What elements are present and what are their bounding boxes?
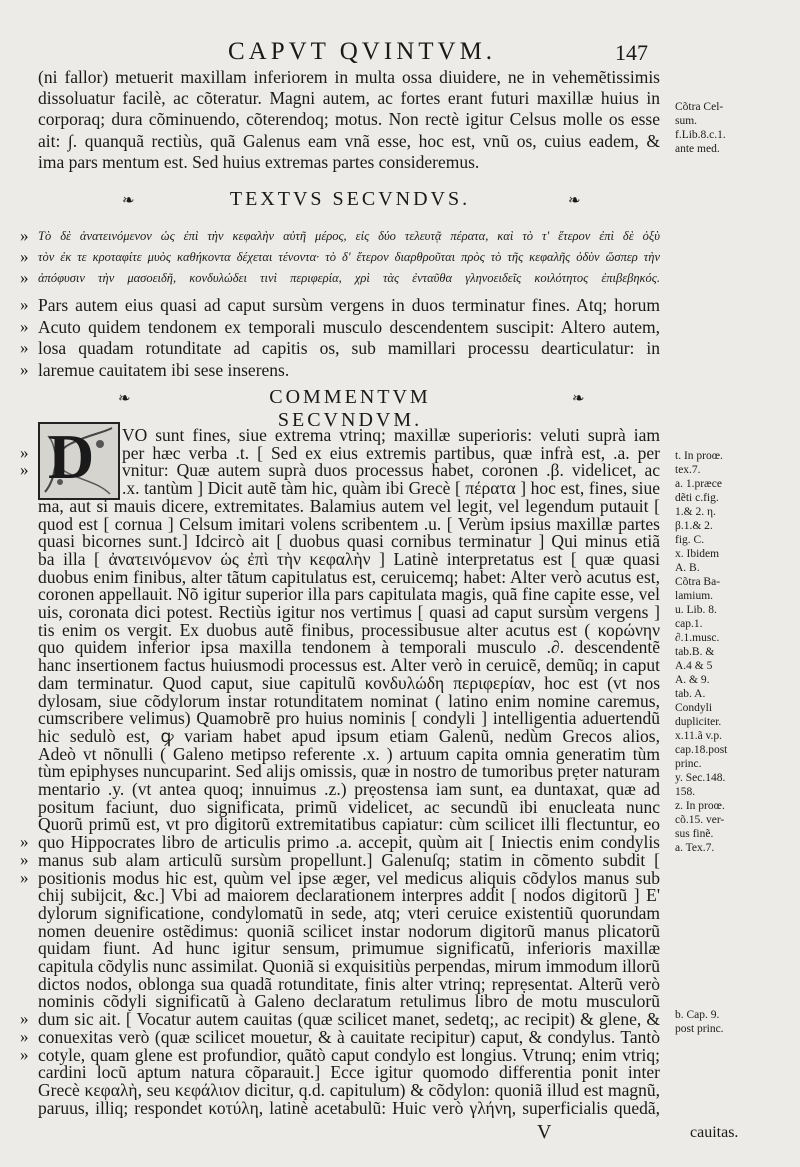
- commentary-line: coronen appellauit. Nõ igitur superior illa pars capitulata magis, quã fine capite esse, vel: [38, 584, 660, 605]
- commentary-line: VO sunt fines, siue extrema vtrinq; maxillæ superioris: veluti suprà iam: [122, 425, 660, 445]
- commentary-line: dum sic ait. [ Vocatur autem cauitas (quæ scilicet manet, sedetq;, ac recipit) & glene, &: [38, 1009, 660, 1030]
- latin-line: laremue cauitatem ibi sese inserens.: [38, 359, 290, 380]
- margin-note-line: x. Ibidem: [675, 548, 720, 560]
- latin-line: Acuto quidem tendonem ex temporali musculo descendentem suscipit: Altero autem,: [38, 316, 660, 337]
- quotation-mark: »: [20, 338, 29, 357]
- commentary-line: ba illa [ ἀνατεινόμενον ὡς ἐπὶ τὴν κεφαλὴν ] Latinè interpretatus est [ quæ quasi: [38, 548, 660, 569]
- greek-line: τὸν ἐκ τε κροταφίτε μυὸς καθήκοντα δέχεται τένοντα· τὸ δ' ἕτερον διαρθροῦται πρὸς τὸ τῆς κεφαλῆς ὀδὺν ὥσπερ τὴν: [38, 250, 660, 264]
- text-line: (ni fallor) metuerit maxillam inferiorem in multa ossa diuidere, ne in vehemẽtissimis: [38, 67, 660, 87]
- quotation-mark: »: [20, 1009, 29, 1029]
- initial-letter: D: [48, 421, 95, 492]
- commentary-line: positum faciunt, duo significata, primũ videlicet, ac secundũ ibi enucleata nunc: [38, 796, 660, 817]
- fleuron-left-icon: ❧: [122, 193, 135, 209]
- commentary-line: quidam fiunt. Ad hunc igitur sensum, primumue significatũ, inferioris maxillæ: [38, 938, 660, 959]
- commentary-line: paruus, illiq; respondet κοτύλη, latinè acetabulũ: Huic verò γλήνη, superficialis quedã,: [38, 1097, 660, 1118]
- margin-note-line: A. & 9.: [675, 674, 710, 686]
- commentary-line: ma, aut si mauis dicere, extremitates. Balamius autem vel legit, vel legendum putauit [: [38, 495, 660, 516]
- running-head: [0, 38, 800, 66]
- quotation-mark: »: [20, 867, 29, 887]
- commentary-line: hic sedulò est, ꝙ variam habet apud ipsum etiam Galenũ, nedùm Grecos alios,: [38, 725, 660, 746]
- quotation-mark: »: [20, 460, 29, 480]
- commentary-line: quo Hippocrates libro de articulis primo .a. accepit, quùm ait [ Iniectis enim condylis: [38, 832, 660, 853]
- margin-note-line: tab.B. &: [675, 646, 715, 658]
- margin-note-line: Cõtra Cel-: [675, 101, 724, 113]
- commentary-line: vnitur: Quæ autem suprà duos processus habet, coronen .β. videlicet, ac: [122, 460, 660, 481]
- quotation-mark: »: [20, 268, 29, 287]
- margin-note-line: sum.: [675, 115, 698, 127]
- commentum-heading: [0, 386, 800, 431]
- margin-note-line: u. Lib. 8.: [675, 604, 717, 616]
- quotation-mark: »: [20, 1026, 29, 1046]
- margin-note-line: f.Lib.8.c.1.: [675, 129, 726, 141]
- page-number: 147: [615, 40, 648, 65]
- fleuron-left-icon: ❧: [118, 391, 131, 407]
- commentary-line: Adeò vt nõnulli ( Galeno metipso referente .x. ) artuum capita omnia generatim tùm: [38, 743, 660, 764]
- commentary-line: uis, coronata dici potest. Rectiùs igitur nos vertimus [ quasi ad caput sursùm vergens ]: [38, 602, 660, 622]
- commentary-line: .x. tantùm ] Dicit autẽ tàm hic, quàm ibi Grecè [ πέρατα ] hoc est, fines, siue: [122, 478, 660, 499]
- heading-text: COMMENTVM SECVNDVM.: [269, 386, 431, 431]
- margin-note-line: a. 1.præce: [675, 478, 722, 490]
- margin-note-line: dupliciter.: [675, 716, 722, 728]
- margin-note-line: β.1.& 2.: [675, 520, 713, 532]
- margin-note-line: tex.7.: [675, 464, 701, 476]
- margin-note-line: y. Sec.148.: [675, 772, 726, 784]
- quotation-mark: »: [20, 247, 29, 266]
- text-line: ait: ∫. quanquã rectiùs, quã Galenus eam vnã esse, hoc est, vnũ os, cuius eadem, &: [38, 130, 660, 151]
- margin-note-line: cõ.15. ver-: [675, 814, 725, 826]
- commentary-line: conuexitas verò (quæ scilicet mouetur, & à cauitate recipitur) caput, & condylus. Tantò: [38, 1026, 660, 1047]
- heading-text: TEXTVS SECVNDVS.: [229, 188, 471, 210]
- margin-note-bottom: [675, 1008, 795, 1036]
- fleuron-right-icon: ❧: [572, 391, 585, 407]
- catchword: cauitas.: [690, 1124, 739, 1141]
- text-line: dissoluatur facilè, ac cõteratur. Magni autem, ac fortes erant futuri maxillæ huius in: [38, 88, 660, 109]
- commentary-line: dam terminatur. Quod caput, siue capitulũ κονδυλώδη περιφερίαν, hoc est (vt nos: [38, 672, 660, 693]
- margin-note-line: cap.1.: [675, 618, 703, 630]
- commentary-line: nominis cõdyli significatũ à Galeno declaratum retulimus libro de motu musculorũ: [38, 991, 660, 1012]
- margin-note-line: princ.: [675, 758, 702, 770]
- text-line: ima pars mentum est. Sed huius extremas partes consideremus.: [38, 151, 480, 172]
- commentary-line: tis enim os vergit. Ex duobus autẽ finibus, processibusue alter acutus est ( κορώνην: [38, 619, 660, 640]
- margin-note-line: z. In proœ.: [675, 800, 725, 812]
- quotation-mark: »: [20, 226, 29, 245]
- commentary-line: cumscribere velimus) Quamobrẽ pro huius nominis [ condyli ] intelligentia aduertendũ: [38, 708, 660, 729]
- quotation-mark: »: [20, 359, 29, 379]
- margin-note-line: Condyli: [675, 702, 713, 714]
- margin-note-line: lamium.: [675, 590, 714, 602]
- decorated-initial: [38, 422, 120, 500]
- margin-notes-column: [675, 449, 795, 855]
- commentary-line: quasi bicornes sunt.] Idcircò ait [ duobus quasi cornibus terminatur ] Qui minus etiã: [38, 531, 660, 552]
- greek-line: Τὸ δὲ ἀνατεινόμενον ὡς ἐπὶ τὴν κεφαλὴν αὐτῆ μέρος, εἰς δύο τελευτᾷ πέρατα, καὶ τὸ τ' ἕτερον ἐπὶ δὲ ὀξὺ: [38, 229, 660, 243]
- commentary-line: dictos nodos, oblonga sua quadã rotunditate, finis alter vtrinq; reprẹsentat. Alterũ verò: [38, 973, 660, 994]
- margin-note-line: ante med.: [675, 143, 720, 155]
- margin-note-line: x.11.ã v.p.: [675, 730, 723, 742]
- signature-mark: V: [537, 1121, 552, 1143]
- commentary-line: manus sub alam articulũ sursùm propellunt.] Galenuſq; statim in cõmento subdit [: [38, 849, 660, 870]
- greek-line: ἀπόφυσιν τὴν μασοειδῆ, κονδυλώδει τινὶ περιφερία, χρὶ τὰς ἐνταῦθα γληνοειδεῖς κοιλότητος ἐπιβεβηκός.: [38, 271, 660, 285]
- commentary-line: dylosam, siue cõdylorum instar rotunditatem nominat ( latino enim nomine caremus,: [38, 690, 660, 711]
- commentary-line: chij subijcit, &c.] Vbi ad maiorem declarationem interpres addit [ nodos digitorũ ] E': [38, 885, 660, 906]
- commentary-line: nomen deuenire ostẽdimus: quoniã scilicet instar nodorum digitorũ manus plicatorũ: [38, 920, 660, 941]
- latin-line: losa quadam rotunditate ad capitis os, sub mamillari processu dearticulatur: in: [38, 338, 660, 358]
- text-line: corporaq; dura cõminuendo, cõterendoq; motus. Non rectè igitur Celsus molle os esse: [38, 109, 660, 130]
- commentary-line: quod est [ cornua ] Celsum imitari volens scribentem .u. [ Verùm ipsius maxillæ partes: [38, 513, 660, 534]
- margin-note-line: 158.: [675, 786, 696, 798]
- margin-note-line: A.4 & 5: [675, 660, 713, 672]
- commentary-line: cardini locũ aptum natura cõparauit.] Ecce igitur quomodo differentia ponit inter: [38, 1062, 660, 1083]
- chapter-title: CAPVT QVINTVM.: [228, 38, 497, 65]
- commentary-line: dylorum significatione, condylomatũ in sede, atq; vteri ceruice existentiũ quorundam: [38, 902, 660, 923]
- fleuron-right-icon: ❧: [568, 193, 581, 209]
- commentary-line: per hæc verba .t. [ Sed ex eius extremis partibus, quæ infrà est, .a. per: [122, 442, 660, 463]
- commentary-line: Grecè κεφαλὴ, seu κεφάλιον dicitur, q.d. capitulum) & cõdylon: quoniã illud est magnũ,: [38, 1079, 660, 1100]
- commentary-line: duobus enim finibus, alter tãtum capitulatus est, ceruicemq; habet: Alter verò acutus est,: [38, 566, 660, 587]
- commentary-line: hanc insertionem factus huiusmodi processus est. Alter verò in ceruicẽ, demũq; in caput: [38, 655, 660, 676]
- margin-note-line: A. B.: [675, 562, 700, 574]
- commentary-line: cotyle, quam glene est profundior, quãtò caput condylo est longius. Vtrunq; enim vtriq;: [38, 1044, 660, 1065]
- commentary-line: capitula cõdylis nunc assimilat. Quoniã si exquisitiùs perpendas, mirum immodum illorũ: [38, 956, 660, 976]
- commentary-line: mentario .y. (vt antea quoq; innuimus .z.) prẹostensa iam sunt, ea duntaxat, quæ ad: [38, 779, 660, 799]
- quotation-mark: »: [20, 832, 29, 852]
- quotation-mark: »: [20, 849, 29, 869]
- commentary-line: quo quidem inferior ipsa maxilla tendonem à temporali musculo .∂. descendentẽ: [38, 637, 660, 658]
- margin-note-line: t. In proœ.: [675, 450, 723, 462]
- commentary-line: positionis modus hic est, quùm vel ipse æger, vel medicus aliquis cõdylos manus sub: [38, 867, 660, 888]
- margin-note-line: b. Cap. 9.: [675, 1009, 720, 1021]
- margin-note-line: a. Tex.7.: [675, 842, 715, 854]
- margin-note-line: tab. A.: [675, 688, 706, 700]
- margin-note-line: post princ.: [675, 1023, 724, 1035]
- quotation-mark: »: [20, 1044, 29, 1064]
- quotation-mark: »: [20, 442, 29, 462]
- commentary-line: tùm epiphyses nuncuparint. Sed alijs omissis, quæ in nostro de tumoribus prẹter naturam: [38, 761, 660, 782]
- margin-note-line: dẽti c.fig.: [675, 492, 719, 504]
- textus-heading: [0, 188, 800, 218]
- margin-note-line: ∂.1.musc.: [675, 632, 720, 644]
- margin-note-celsus: [675, 100, 795, 156]
- margin-note-line: Cõtra Ba-: [675, 576, 721, 588]
- latin-line: Pars autem eius quasi ad caput sursùm vergens in duos terminatur fines. Atq; horum: [38, 295, 660, 315]
- quotation-mark: »: [20, 316, 29, 336]
- margin-note-line: fig. C.: [675, 534, 705, 546]
- quotation-mark: »: [20, 295, 29, 314]
- margin-note-line: sus finẽ.: [675, 828, 714, 840]
- margin-note-line: 1.& 2. η.: [675, 506, 716, 518]
- margin-note-line: cap.18.post: [675, 744, 728, 756]
- commentary-line: Quorũ primũ est, vt pro digitorũ extremitatibus capiatur: cùm scilicet illi flectuntur, eo: [38, 814, 660, 835]
